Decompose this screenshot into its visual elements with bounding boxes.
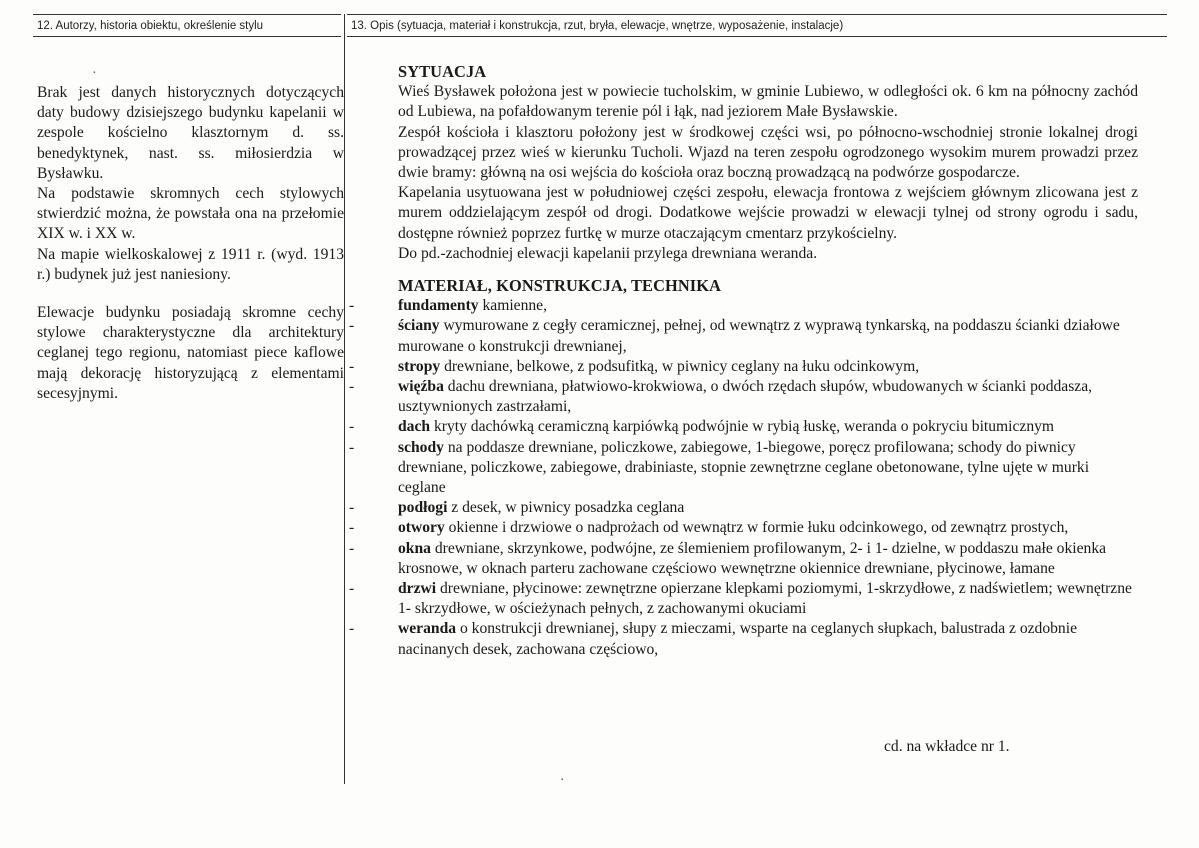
list-marker: - bbox=[349, 317, 355, 335]
description-column bbox=[349, 62, 1138, 660]
history-paragraph-2: Na podstawie skromnych cech stylowych stwierdzić można, że powstała ona na przełomie XIX w. i XX w. bbox=[37, 185, 344, 243]
style-paragraph: Elewacje budynku posiadają skromne cechy stylowe charakterystyczne dla architektury ceglanej tego regionu, natomiast piece kaflowe mają dekorację historyzującą z elementami secesyjnymi. bbox=[37, 304, 344, 402]
material-item-text bbox=[398, 438, 1138, 499]
material-list-item bbox=[349, 579, 1138, 619]
material-list-item bbox=[349, 357, 1138, 377]
material-item-description: drewniane, skrzynkowe, podwójne, ze ślemieniem profilowanym, 2- i 1- dzielne, w poddaszu małe okienka krosnowe, w oknach parteru zachowane częściowo wewnętrzne okiennice drewniane, płycinowe, łamane bbox=[398, 539, 1107, 577]
sytuacja-paragraph-4: Do pd.-zachodniej elewacji kapelanii przylega drewniana weranda. bbox=[398, 244, 818, 262]
material-item-term: drzwi bbox=[398, 580, 437, 598]
material-item-term: podłogi bbox=[398, 499, 448, 517]
material-item-term: weranda bbox=[398, 620, 457, 638]
material-list-item bbox=[349, 539, 1138, 579]
material-item-description: o konstrukcji drewnianej, słupy z mieczami, wsparte na ceglanych słupkach, balustrada z ozdobnie nacinanych desek, zachowana częściowo, bbox=[398, 620, 1077, 658]
header-top-rule-left bbox=[33, 14, 341, 15]
material-item-text bbox=[398, 579, 1138, 619]
scan-speck: · bbox=[92, 66, 97, 81]
material-list-item bbox=[349, 377, 1138, 417]
material-item-text bbox=[398, 539, 1138, 579]
material-item-description: okienne i drzwiowe o nadprożach od wewnątrz w formie łuku odcinkowego, od zewnątrz prostych, bbox=[444, 519, 1069, 537]
material-item-term: więźba bbox=[398, 378, 444, 396]
history-column bbox=[37, 83, 344, 404]
material-item-description: wymurowane z cegły ceramicznej, pełnej, od wewnątrz z wyprawą tynkarską, na poddaszu ścianki działowe murowane o konstrukcji drewnianej, bbox=[398, 317, 1120, 355]
section-12-header: 12. Autorzy, historia obiektu, określenie stylu bbox=[37, 20, 264, 32]
list-marker: - bbox=[349, 378, 355, 396]
material-list-item bbox=[349, 438, 1138, 499]
list-marker: - bbox=[349, 620, 355, 638]
header-top-rule-right bbox=[347, 14, 1167, 15]
list-marker: - bbox=[349, 539, 355, 557]
list-marker: - bbox=[349, 438, 355, 456]
continuation-note: cd. na wkładce nr 1. bbox=[884, 738, 1010, 755]
material-item-description: dachu drewniana, płatwiowo-krokwiowa, o dwóch rzędach słupów, wbudowanych w ścianki poddasza, usztywnionych zastrzałami, bbox=[398, 378, 1093, 416]
sytuacja-paragraph-3: Kapelania usytuowana jest w południowej części zespołu, elewacja frontowa z wejściem głównym zlicowana jest z murem oddzielającym zespół od drogi. Dodatkowe wejście prowadzi w elewacji tylnej od strony ogrodu i sadu, dostępne również poprzez furtkę w murze otaczającym cmentarz przykościelny. bbox=[398, 184, 1138, 242]
material-item-description: kryty dachówką ceramiczną karpiówką podwójnie w rybią łuskę, weranda o pokryciu bitumicznym bbox=[430, 418, 1055, 436]
material-list bbox=[349, 296, 1138, 660]
scan-speck: ⋅ bbox=[560, 773, 565, 788]
column-divider bbox=[344, 14, 345, 784]
list-marker: - bbox=[349, 519, 355, 537]
material-item-term: okna bbox=[398, 539, 431, 557]
material-list-item bbox=[349, 316, 1138, 356]
material-item-term: fundamenty bbox=[398, 297, 479, 315]
material-list-item bbox=[349, 518, 1138, 538]
list-marker: - bbox=[349, 580, 355, 598]
sytuacja-paragraph-2: Zespół kościoła i klasztoru położony jest w środkowej części wsi, po północno-wschodniej stronie lokalnej drogi prowadzącej przez wieś w kierunku Tucholi. Wjazd na teren zespołu ogrodzonego wysokim murem prowadzi przez dwie bramy: główną na osi wejścia do kościoła oraz boczną prowadzącą na podwórze gospodarcze. bbox=[398, 123, 1138, 182]
material-list-item bbox=[349, 417, 1138, 437]
material-item-description: kamienne, bbox=[478, 297, 548, 315]
list-marker: - bbox=[349, 297, 355, 315]
material-item-description: na poddasze drewniane, policzkowe, zabiegowe, 1-biegowe, poręcz profilowana; schody do piwnicy drewniane, policzkowe, zabiegowe, drabiniaste, stopnie zewnętrzne ceglane obetonowane, tylne ujęte w murki ceglane bbox=[398, 438, 1090, 497]
material-item-term: dach bbox=[398, 418, 431, 436]
material-item-text bbox=[398, 619, 1138, 659]
material-item-text bbox=[398, 518, 1138, 538]
material-item-description: drewniane, belkowe, z podsufitką, w piwnicy ceglany na łuku odcinkowym, bbox=[440, 357, 920, 375]
history-paragraph-3: Na mapie wielkoskalowej z 1911 r. (wyd. 1913 r.) budynek już jest naniesiony. bbox=[37, 245, 344, 283]
material-item-description: z desek, w piwnicy posadzka ceglana bbox=[447, 499, 685, 517]
paragraph-gap bbox=[37, 285, 344, 303]
list-marker: - bbox=[349, 499, 355, 517]
material-item-text bbox=[398, 296, 1138, 316]
sytuacja-heading: SYTUACJA bbox=[398, 62, 487, 81]
sytuacja-paragraph-1: Wieś Bysławek położona jest w powiecie tucholskim, w gminie Lubiewo, w odległości ok. 6 km na północny zachód od Lubiewa, na pofałdowanym terenie pól i łąk, nad jeziorem Małe Bysławskie. bbox=[398, 83, 1138, 121]
material-item-text bbox=[398, 357, 1138, 377]
material-item-text bbox=[398, 316, 1138, 356]
material-item-term: ściany bbox=[398, 317, 440, 335]
material-list-item bbox=[349, 498, 1138, 518]
material-item-term: schody bbox=[398, 438, 444, 456]
material-item-description: drewniane, płycinowe: zewnętrzne opierzane klepkami poziomymi, 1-skrzydłowe, z nadświetlem; wewnętrzne 1- skrzydłowe, w ościeżynach pełnych, z zachowanymi okuciami bbox=[398, 580, 1132, 618]
section-gap bbox=[398, 264, 1138, 276]
header-bottom-rule-right bbox=[347, 36, 1167, 37]
material-item-text bbox=[398, 417, 1138, 437]
material-list-item bbox=[349, 296, 1138, 316]
material-item-term: otwory bbox=[398, 519, 445, 537]
material-list-item bbox=[349, 619, 1138, 659]
material-item-text bbox=[398, 498, 1138, 518]
list-marker: - bbox=[349, 418, 355, 436]
list-marker: - bbox=[349, 357, 355, 375]
history-paragraph-1: Brak jest danych historycznych dotyczących daty budowy dzisiejszego budynku kapelanii w zespole kościelno klasztornym d. ss. benedyktynek, nast. ss. miłosierdzia w Bysławku. bbox=[37, 84, 344, 182]
material-heading: MATERIAŁ, KONSTRUKCJA, TECHNIKA bbox=[398, 276, 722, 296]
header-bottom-rule-left bbox=[33, 36, 341, 37]
material-item-text bbox=[398, 377, 1138, 417]
material-item-term: stropy bbox=[398, 357, 441, 375]
section-13-header: 13. Opis (sytuacja, materiał i konstrukcja, rzut, bryła, elewacje, wnętrze, wyposażenie, instalacje) bbox=[351, 20, 844, 32]
